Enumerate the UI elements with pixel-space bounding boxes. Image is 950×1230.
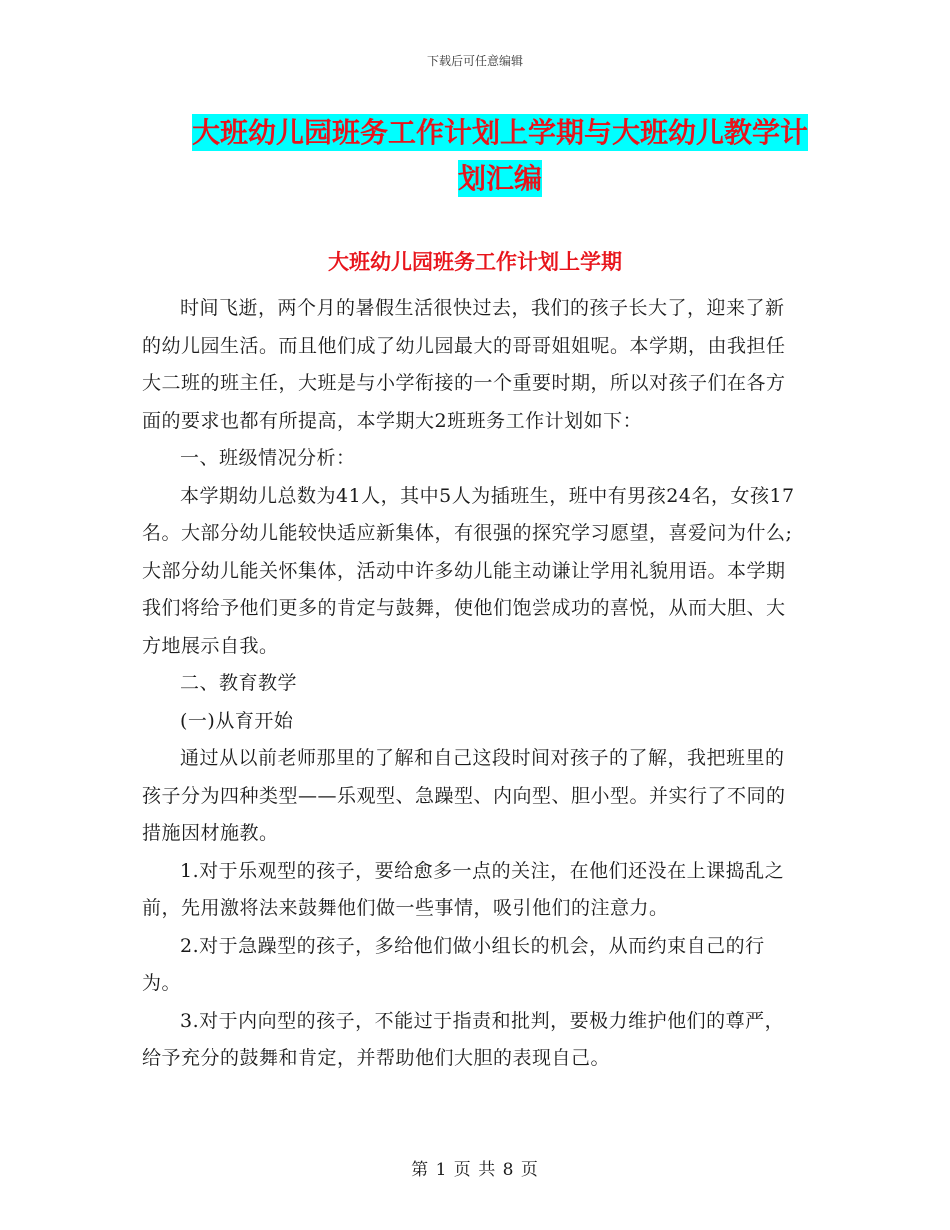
heading-class-analysis: 一、班级情况分析： — [180, 447, 356, 469]
list-item-1: 1.对于乐观型的孩子，要给愈多一点的关注，在他们还没在上课捣乱之前，先用激将法来鼓舞他们做一些事情，吸引他们的注意力。 — [142, 859, 785, 919]
document-title-text: 大班幼儿园班务工作计划上学期与大班幼儿教学计划汇编 — [191, 116, 808, 195]
section-title: 大班幼儿园班务工作计划上学期 — [328, 250, 622, 274]
paragraph-class-analysis: 本学期幼儿总数为41人，其中5人为插班生，班中有男孩24名，女孩17名。大部分幼儿能较快适应新集体，有很强的探究学习愿望，喜爱问为什么;大部分幼儿能关怀集体，活动中许多幼儿能主动谦让学用礼貌用语。本学期我们将给予他们更多的肯定与鼓舞，使他们饱尝成功的喜悦，从而大胆、大方地展示自我。 — [142, 484, 795, 657]
subheading-start: (一)从育开始 — [180, 709, 294, 732]
paragraph-types: 通过从以前老师那里的了解和自己这段时间对孩子的了解，我把班里的孩子分为四种类型——乐观型、急躁型、内向型、胆小型。并实行了不同的措施因材施教。 — [142, 747, 786, 844]
paragraph-intro: 时间飞逝，两个月的暑假生活很快过去，我们的孩子长大了，迎来了新的幼儿园生活。而且他们成了幼儿园最大的哥哥姐姐呢。本学期，由我担任大二班的班主任，大班是与小学衔接的一个重要时期，所以对孩子们在各方面的要求也都有所提高，本学期大2班班务工作计划如下： — [142, 297, 786, 432]
list-item-3: 3.对于内向型的孩子，不能过于指责和批判，要极力维护他们的尊严，给予充分的鼓舞和肯定，并帮助他们大胆的表现自己。 — [142, 1009, 785, 1069]
page-number: 第 1 页 共 8 页 — [411, 1160, 539, 1180]
body-text — [142, 290, 800, 1078]
heading-education: 二、教育教学 — [180, 672, 298, 694]
header-note: 下载后可任意编辑 — [426, 54, 523, 68]
list-item-2: 2.对于急躁型的孩子，多给他们做小组长的机会，从而约束自己的行为。 — [142, 934, 765, 994]
document-title — [190, 110, 810, 202]
